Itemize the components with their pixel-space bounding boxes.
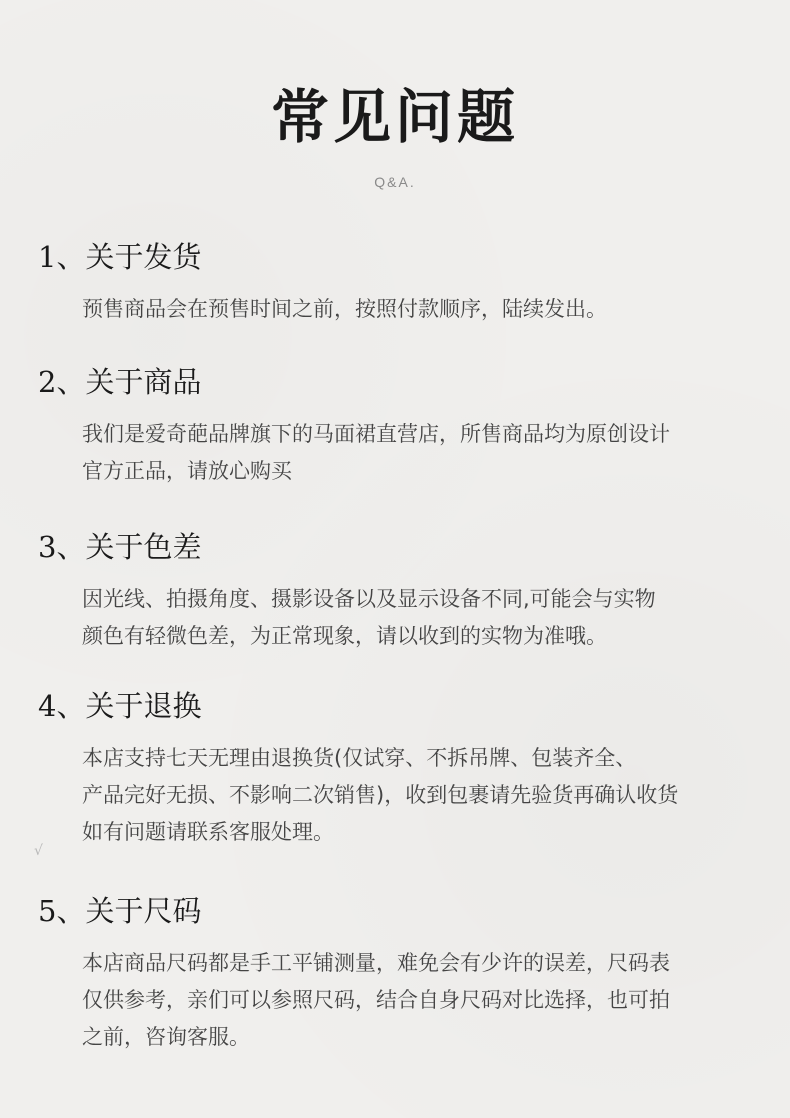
section-body	[82, 581, 762, 655]
section-body	[82, 945, 762, 1056]
body-line: 预售商品会在预售时间之前，按照付款顺序，陆续发出。	[82, 297, 607, 321]
body-line: 之前，咨询客服。	[82, 1025, 250, 1049]
section-body	[82, 291, 762, 328]
body-line: 本店支持七天无理由退换货(仅试穿、不拆吊牌、包装齐全、	[82, 746, 637, 770]
body-line: 如有问题请联系客服处理。	[82, 820, 334, 844]
section-body	[82, 740, 762, 851]
section-heading: 2、关于商品	[38, 365, 202, 399]
body-line: 本店商品尺码都是手工平铺测量，难免会有少许的误差，尺码表	[82, 951, 670, 975]
body-line: 我们是爱奇葩品牌旗下的马面裙直营店，所售商品均为原创设计	[82, 422, 670, 446]
section-heading: 1、关于发货	[38, 240, 202, 274]
body-line: 仅供参考，亲们可以参照尺码，结合自身尺码对比选择，也可拍	[82, 988, 670, 1012]
page-title: 常见问题	[270, 83, 519, 151]
section-body	[82, 416, 762, 490]
paper-texture-mark: √	[34, 843, 43, 859]
section-heading: 3、关于色差	[38, 530, 202, 564]
body-line: 官方正品，请放心购买	[82, 459, 292, 483]
body-line: 因光线、拍摄角度、摄影设备以及显示设备不同,可能会与实物	[82, 587, 656, 611]
section-heading: 4、关于退换	[38, 689, 202, 723]
page-subtitle: Q&A.	[374, 174, 416, 190]
body-line: 颜色有轻微色差，为正常现象，请以收到的实物为准哦。	[82, 624, 607, 648]
body-line: 产品完好无损、不影响二次销售)，收到包裹请先验货再确认收货	[82, 783, 679, 807]
section-heading: 5、关于尺码	[38, 894, 202, 928]
